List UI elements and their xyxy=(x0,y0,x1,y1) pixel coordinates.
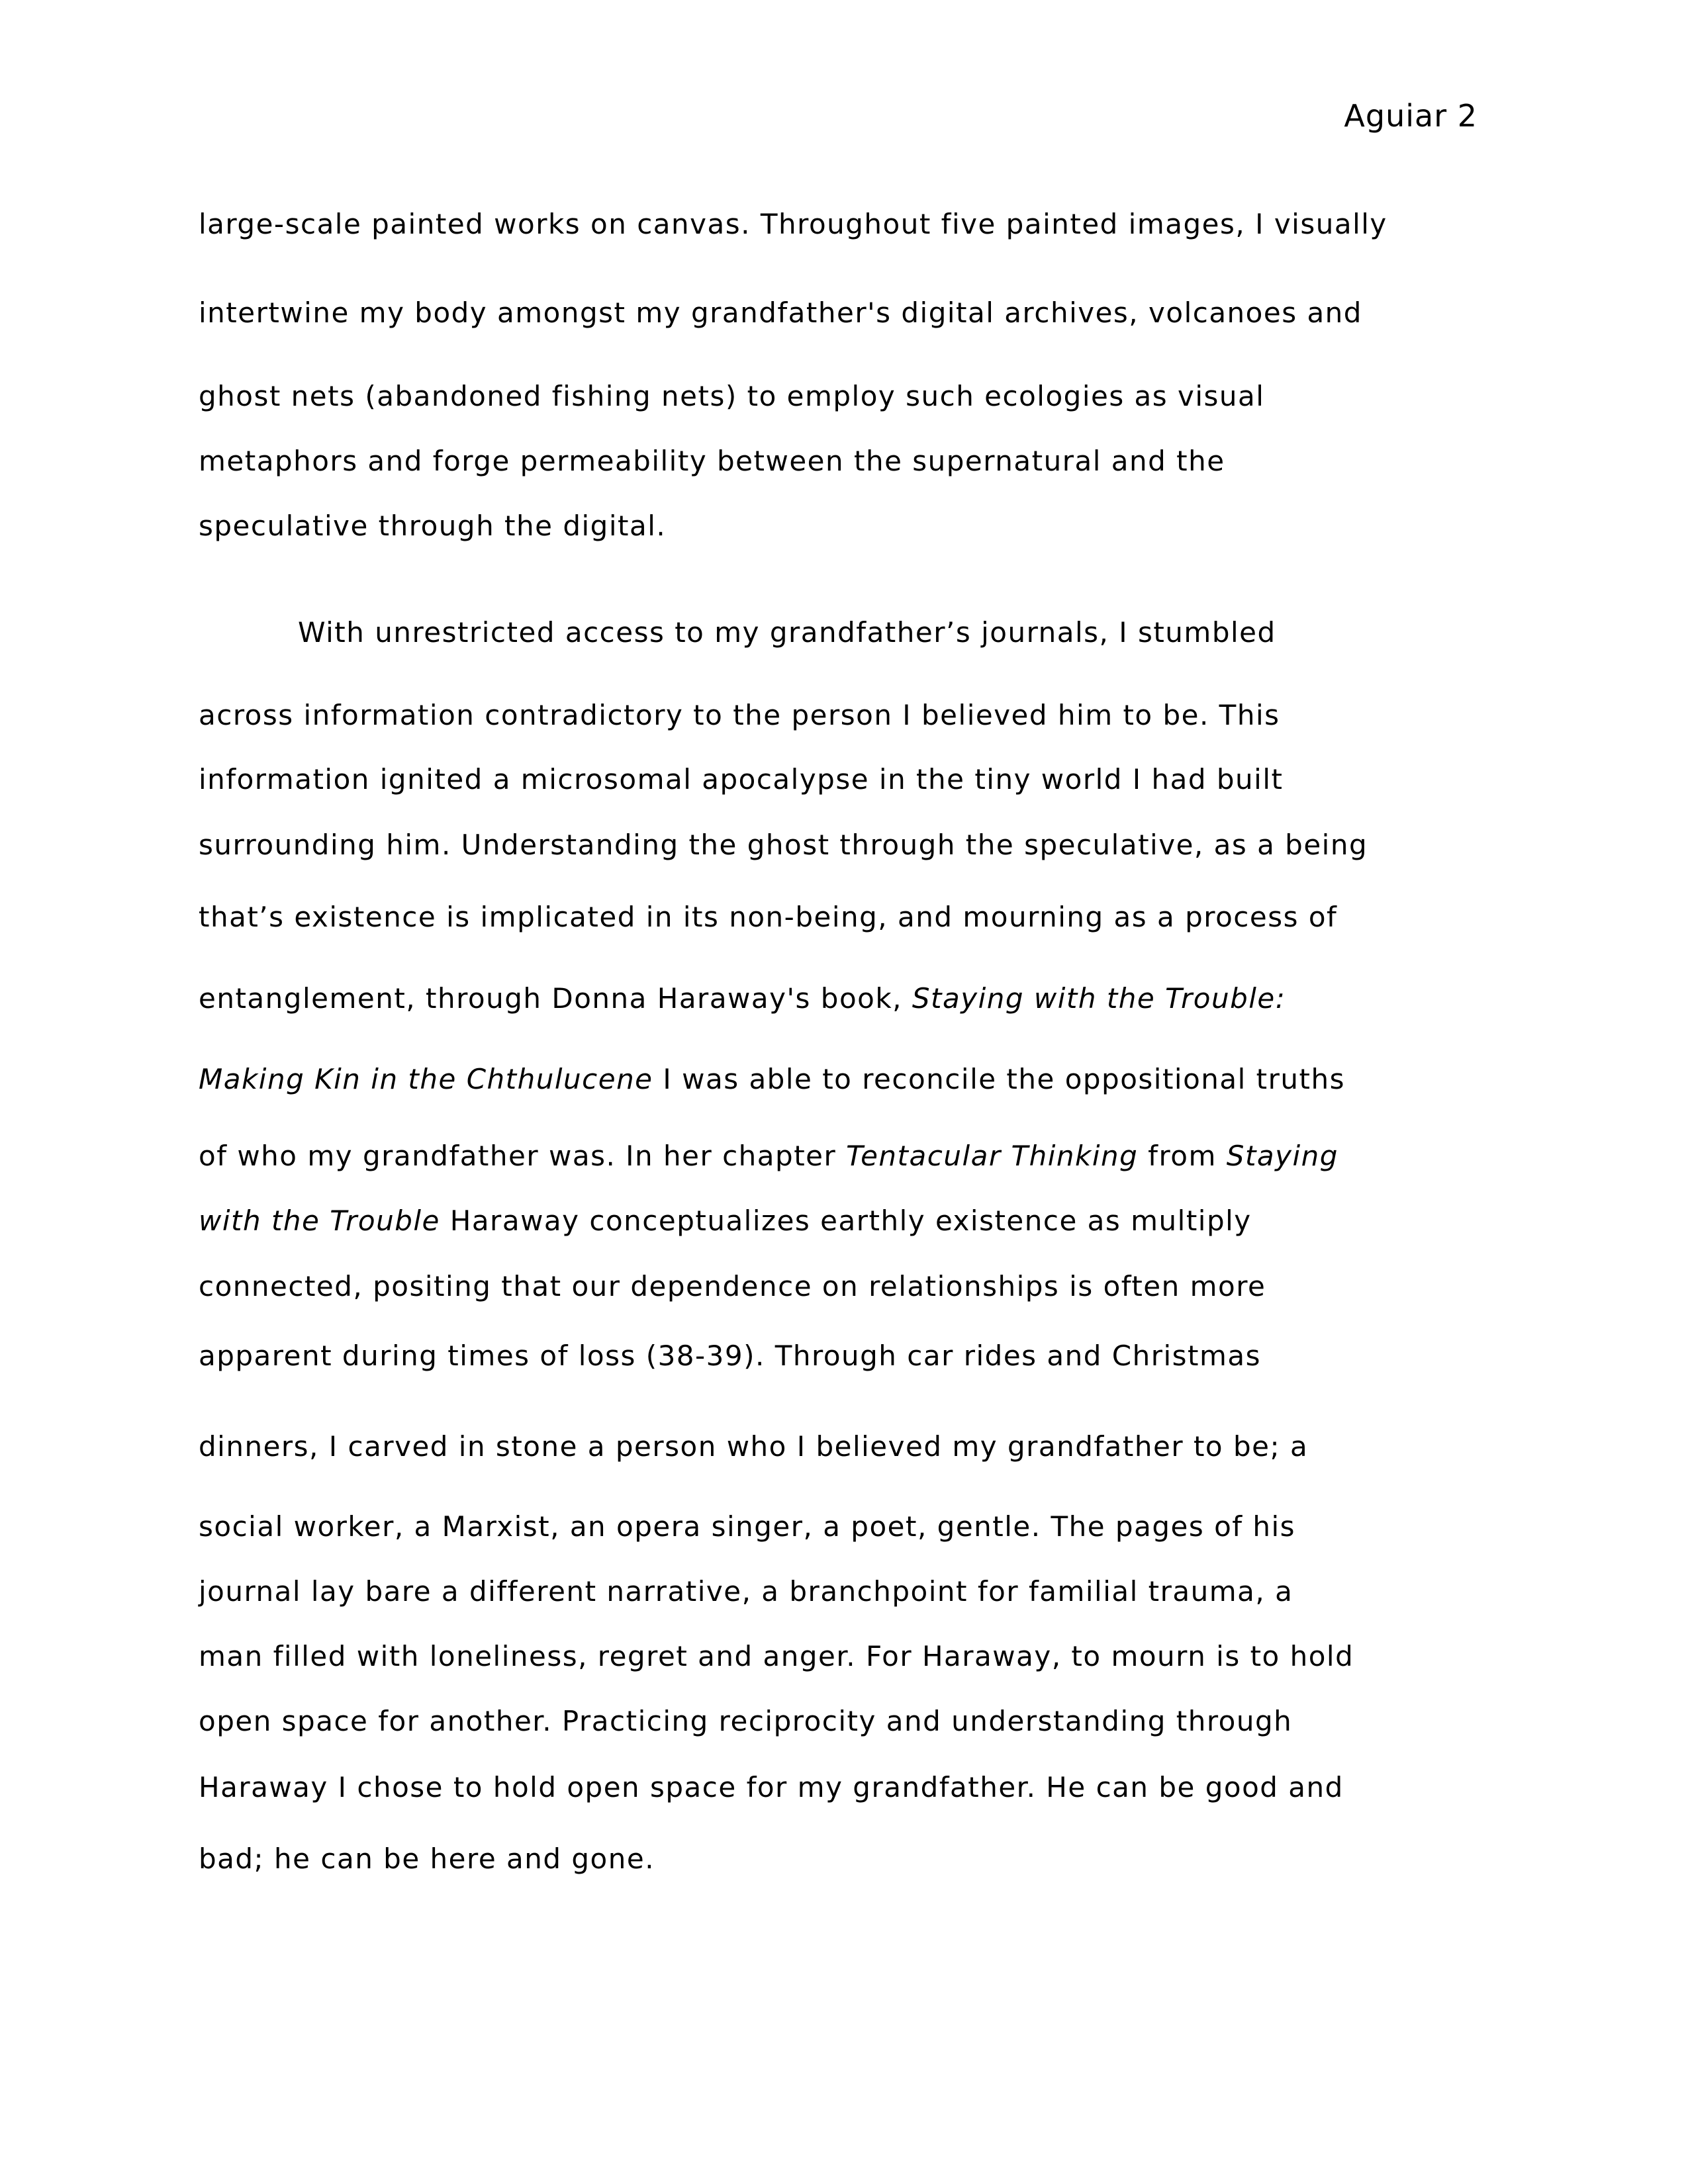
text-line xyxy=(199,1510,1296,1543)
text-run: Haraway I chose to hold open space for my grandfather. He can be good and xyxy=(199,1771,1344,1803)
running-head: Aguiar 2 xyxy=(1344,98,1477,134)
text-run: ghost nets (abandoned fishing nets) to employ such ecologies as visual xyxy=(199,380,1265,412)
text-line xyxy=(199,831,1368,859)
text-run: entanglement, through Donna Haraway's book, xyxy=(199,982,912,1015)
text-line xyxy=(199,1430,1309,1463)
text-line xyxy=(199,296,1362,329)
text-line xyxy=(199,1575,1293,1608)
text-line xyxy=(199,699,1280,731)
text-run: speculative through the digital. xyxy=(199,510,667,542)
text-run: apparent during times of loss (38-39). Through car rides and Christmas xyxy=(199,1340,1262,1372)
text-line xyxy=(199,1342,1261,1370)
text-run: of who my grandfather was. In her chapter xyxy=(199,1140,847,1172)
text-line xyxy=(199,1771,1344,1803)
text-run: across information contradictory to the person I believed him to be. This xyxy=(199,699,1280,731)
text-run: connected, positing that our dependence on relationships is often more xyxy=(199,1270,1266,1302)
text-line xyxy=(199,1270,1266,1302)
text-line xyxy=(199,1640,1354,1672)
text-line xyxy=(199,512,666,540)
text-run: open space for another. Practicing reciprocity and understanding through xyxy=(199,1705,1293,1737)
text-run: from xyxy=(1138,1140,1227,1172)
text-line xyxy=(199,447,1225,475)
book-title: Staying with the Trouble: xyxy=(912,982,1286,1015)
text-run: surrounding him. Understanding the ghost through the speculative, as a being xyxy=(199,829,1368,861)
text-line xyxy=(298,616,1276,649)
text-run: dinners, I carved in stone a person who I believed my grandfather to be; a xyxy=(199,1430,1309,1463)
text-run: man filled with loneliness, regret and anger. For Haraway, to mourn is to hold xyxy=(199,1640,1354,1672)
text-run: With unrestricted access to my grandfather’s journals, I stumbled xyxy=(298,616,1276,649)
text-run: Haraway conceptualizes earthly existence as multiply xyxy=(440,1205,1252,1237)
text-line xyxy=(199,210,1387,238)
text-run: information ignited a microsomal apocalypse in the tiny world I had built xyxy=(199,763,1284,796)
text-line xyxy=(199,1845,655,1873)
text-run: intertwine my body amongst my grandfather's digital archives, volcanoes and xyxy=(199,296,1362,329)
text-line xyxy=(199,380,1265,412)
text-line xyxy=(199,763,1284,796)
text-run: journal lay bare a different narrative, a branchpoint for familial trauma, a xyxy=(199,1575,1293,1608)
text-run: large-scale painted works on canvas. Throughout five painted images, I visually xyxy=(199,208,1387,240)
text-run: I was able to reconcile the oppositional truths xyxy=(653,1063,1345,1095)
text-run: bad; he can be here and gone. xyxy=(199,1843,655,1875)
text-line xyxy=(199,1142,1338,1170)
text-line xyxy=(199,903,1337,931)
text-line xyxy=(199,1063,1345,1095)
text-run: that’s existence is implicated in its non-being, and mourning as a process of xyxy=(199,901,1338,933)
text-run: metaphors and forge permeability between the supernatural and the xyxy=(199,445,1225,477)
text-run: social worker, a Marxist, an opera singer, a poet, gentle. The pages of his xyxy=(199,1510,1296,1543)
book-title: Making Kin in the Chthulucene xyxy=(199,1063,653,1095)
text-line xyxy=(199,1207,1252,1235)
chapter-title: Tentacular Thinking xyxy=(846,1140,1139,1172)
book-title: Staying xyxy=(1226,1140,1338,1172)
book-title: with the Trouble xyxy=(199,1205,440,1237)
text-line xyxy=(199,982,1286,1015)
text-line xyxy=(199,1707,1292,1735)
